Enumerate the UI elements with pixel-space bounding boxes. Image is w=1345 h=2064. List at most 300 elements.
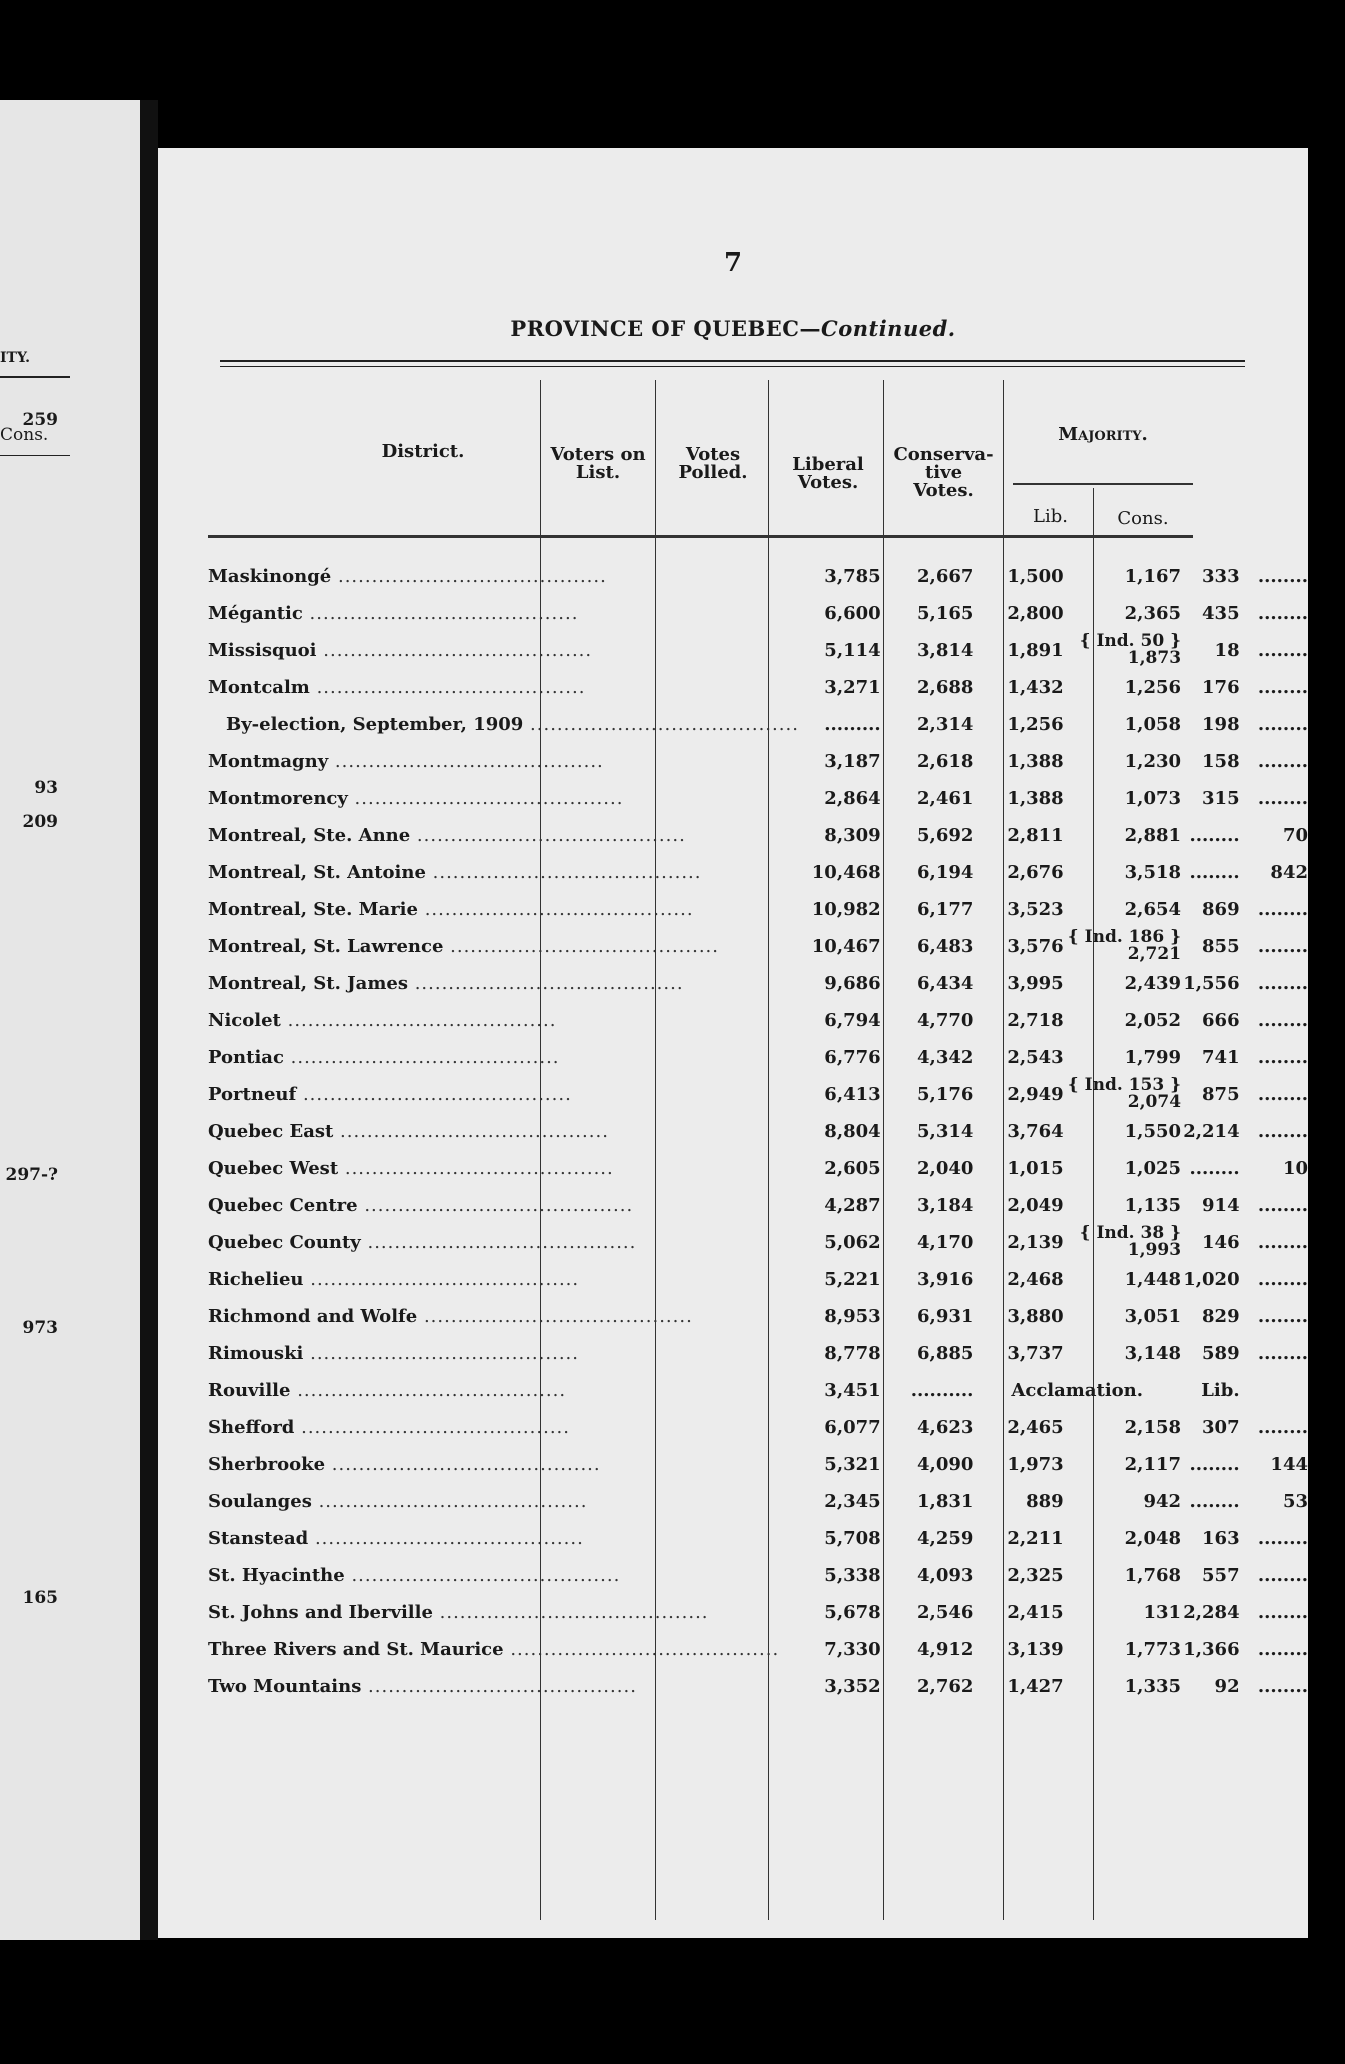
- majority-lib-cell: 589: [1202, 1343, 1240, 1364]
- dot-leader: ........................................: [283, 1047, 560, 1068]
- voters-on-list-cell: 5,221: [824, 1269, 881, 1290]
- dot-leader: ........................................: [523, 714, 799, 735]
- table-row: [208, 1039, 1308, 1076]
- conservative-votes-cell: 1,073: [1124, 788, 1182, 809]
- header-votes-polled: Votes Polled.: [678, 444, 748, 483]
- voters-on-list-cell: .........: [824, 714, 881, 735]
- table-row: [208, 1631, 1308, 1668]
- conservative-votes-cell: [1064, 1076, 1181, 1113]
- document-page: [158, 148, 1308, 1938]
- liberal-votes-cell: 2,811: [1007, 825, 1064, 846]
- voters-on-list-cell: 5,321: [824, 1454, 881, 1475]
- majority-lib-cell: 333: [1202, 566, 1240, 587]
- dot-leader: ........................................: [308, 1528, 584, 1549]
- majority-cons-cell: 144: [1270, 1454, 1308, 1475]
- majority-cons-cell: ........: [1257, 899, 1308, 920]
- conservative-votes-cell: 3,518: [1124, 862, 1182, 883]
- district-name: Montreal, St. Lawrence: [208, 936, 444, 957]
- district-name: St. Johns and Iberville: [208, 1602, 433, 1623]
- votes-polled-cell: 5,692: [917, 825, 974, 846]
- left-header-rule: [0, 376, 70, 378]
- district-cell: [208, 1002, 799, 1039]
- majority-lib-cell: ........: [1189, 1454, 1240, 1475]
- votes-polled-cell: 2,546: [917, 1602, 974, 1623]
- voters-on-list-cell: 2,345: [824, 1491, 881, 1512]
- voters-on-list-cell: 8,804: [824, 1121, 881, 1142]
- conservative-votes-cell: [1064, 1224, 1181, 1261]
- voters-on-list-cell: 8,953: [824, 1306, 881, 1327]
- majority-lib-cell: 435: [1202, 603, 1240, 624]
- district-cell: [208, 1557, 799, 1594]
- dot-leader: ........................................: [432, 1602, 709, 1623]
- conservative-votes-cell: 1,335: [1124, 1676, 1182, 1697]
- dot-leader: ........................................: [333, 1121, 609, 1142]
- votes-polled-cell: 6,177: [917, 899, 974, 920]
- votes-polled-cell: 4,770: [917, 1010, 974, 1031]
- district-cell: [208, 965, 799, 1002]
- majority-cons-cell: ........: [1257, 788, 1308, 809]
- district-cell: [208, 1187, 799, 1224]
- left-value: 297-?: [5, 1165, 58, 1185]
- district-name: Rimouski: [208, 1343, 304, 1364]
- liberal-votes-cell: 2,211: [1007, 1528, 1064, 1549]
- district-name: Portneuf: [208, 1084, 297, 1105]
- majority-cons-cell: ........: [1257, 1010, 1308, 1031]
- conservative-votes-cell: 2,158: [1124, 1417, 1182, 1438]
- liberal-votes-cell: 1,256: [1007, 714, 1064, 735]
- district-cell: [208, 1298, 799, 1335]
- liberal-votes-cell: 1,388: [1007, 751, 1064, 772]
- header-majority-cons: Cons.: [1117, 508, 1169, 529]
- voters-on-list-cell: 10,468: [811, 862, 881, 883]
- header-majority-lib: Lib.: [1033, 506, 1068, 527]
- left-value: 259: [22, 410, 58, 430]
- votes-polled-cell: 4,170: [917, 1232, 974, 1253]
- conservative-votes-cell: 2,052: [1124, 1010, 1182, 1031]
- left-header-fragment: ITY.: [0, 350, 31, 366]
- votes-polled-cell: 4,259: [917, 1528, 974, 1549]
- district-name: Maskinongé: [208, 566, 332, 587]
- liberal-votes-cell: 2,800: [1007, 603, 1064, 624]
- liberal-votes-cell: 2,949: [1007, 1084, 1064, 1105]
- voters-on-list-cell: 2,605: [824, 1158, 881, 1179]
- liberal-votes-cell: 1,432: [1007, 677, 1064, 698]
- table-row: [208, 1150, 1308, 1187]
- district-cell: [208, 817, 799, 854]
- votes-polled-cell: 4,342: [917, 1047, 974, 1068]
- district-cell: [208, 1076, 799, 1113]
- district-name: Richmond and Wolfe: [208, 1306, 418, 1327]
- majority-cons-cell: ........: [1257, 1121, 1308, 1142]
- district-name: St. Hyacinthe: [208, 1565, 345, 1586]
- liberal-votes-cell: 2,718: [1007, 1010, 1064, 1031]
- majority-lib-cell: 163: [1202, 1528, 1240, 1549]
- district-cell: [208, 780, 799, 817]
- majority-cons-cell: ........: [1257, 1676, 1308, 1697]
- liberal-votes-cell: 2,543: [1007, 1047, 1064, 1068]
- dot-leader: ........................................: [290, 1380, 567, 1401]
- votes-polled-cell: 6,483: [917, 936, 974, 957]
- header-voters-on-list: Voters on List.: [550, 444, 646, 483]
- district-name: Quebec West: [208, 1158, 339, 1179]
- acclamation-cell: Acclamation.: [1011, 1380, 1144, 1401]
- header-liberal-votes: Liberal Votes.: [792, 454, 864, 493]
- conservative-votes-cell: 1,256: [1124, 677, 1182, 698]
- district-name: Montreal, Ste. Anne: [208, 825, 411, 846]
- liberal-votes-cell: 3,880: [1007, 1306, 1064, 1327]
- votes-polled-cell: 1,831: [917, 1491, 974, 1512]
- majority-cons-cell: ........: [1257, 640, 1308, 661]
- page-title: PROVINCE OF QUEBEC—Continued.: [510, 316, 956, 341]
- table-row: [208, 706, 1308, 743]
- dot-leader: ........................................: [361, 1676, 637, 1697]
- dot-leader: ........................................: [294, 1417, 570, 1438]
- majority-lib-cell: 557: [1202, 1565, 1240, 1586]
- liberal-votes-cell: 2,465: [1007, 1417, 1064, 1438]
- votes-polled-cell: 2,667: [917, 566, 974, 587]
- majority-lib-cell: 18: [1214, 640, 1240, 661]
- district-name: Montmorency: [208, 788, 348, 809]
- majority-cons-cell: ........: [1257, 751, 1308, 772]
- votes-polled-cell: 5,314: [917, 1121, 974, 1142]
- majority-lib-cell: 741: [1202, 1047, 1240, 1068]
- voters-on-list-cell: 8,309: [824, 825, 881, 846]
- majority-lib-cell: 666: [1202, 1010, 1240, 1031]
- table-row: [208, 1261, 1308, 1298]
- district-cell: [208, 1409, 799, 1446]
- majority-lib-cell: 1,556: [1183, 973, 1240, 994]
- conservative-votes-cell: 1,058: [1124, 714, 1182, 735]
- district-name: Montreal, St. Antoine: [208, 862, 426, 883]
- table-row: [208, 1002, 1308, 1039]
- dot-leader: ........................................: [360, 1232, 637, 1253]
- dot-leader: ........................................: [311, 1491, 588, 1512]
- votes-polled-cell: 3,184: [917, 1195, 974, 1216]
- dot-leader: ........................................: [331, 566, 607, 587]
- liberal-votes-cell: 2,049: [1007, 1195, 1064, 1216]
- table-row: [208, 1668, 1308, 1705]
- left-value: 93: [34, 778, 58, 798]
- header-majority: Majority.: [1058, 424, 1148, 445]
- liberal-votes-cell: 1,015: [1007, 1158, 1064, 1179]
- conservative-votes-cell: 1,135: [1124, 1195, 1182, 1216]
- voters-on-list-cell: 10,467: [811, 936, 881, 957]
- liberal-votes-cell: 1,427: [1007, 1676, 1064, 1697]
- votes-polled-cell: 5,165: [917, 603, 974, 624]
- dot-leader: ........................................: [417, 1306, 693, 1327]
- majority-lib-cell: 875: [1202, 1084, 1240, 1105]
- conservative-votes-cell: 2,439: [1124, 973, 1182, 994]
- district-name: Soulanges: [208, 1491, 312, 1512]
- voters-on-list-cell: 5,062: [824, 1232, 881, 1253]
- majority-lib-cell: ........: [1189, 862, 1240, 883]
- conservative-votes-cell: 1,773: [1124, 1639, 1182, 1660]
- conservative-votes-cell: 942: [1143, 1491, 1182, 1512]
- majority-cons-cell: ........: [1257, 1047, 1308, 1068]
- district-cell: [208, 1372, 799, 1409]
- votes-polled-cell: ..........: [910, 1380, 974, 1401]
- conservative-votes-cell: 2,654: [1124, 899, 1182, 920]
- majority-lib-cell: 1,366: [1183, 1639, 1240, 1660]
- district-name: Sherbrooke: [208, 1454, 326, 1475]
- district-cell: [208, 1261, 799, 1298]
- district-cell: [208, 928, 799, 965]
- majority-lib-cell: ........: [1189, 825, 1240, 846]
- district-name: By-election, September, 1909: [226, 714, 524, 735]
- dot-leader: ........................................: [325, 1454, 601, 1475]
- dot-leader: ........................................: [443, 936, 719, 957]
- liberal-votes-cell: 1,388: [1007, 788, 1064, 809]
- district-cell: [208, 1113, 799, 1150]
- table-row: [208, 1076, 1308, 1113]
- district-cell: [208, 1594, 799, 1631]
- liberal-votes-cell: 3,576: [1007, 936, 1064, 957]
- votes-polled-cell: 2,040: [917, 1158, 974, 1179]
- district-name: Quebec East: [208, 1121, 334, 1142]
- votes-polled-cell: 6,434: [917, 973, 974, 994]
- dot-leader: ........................................: [407, 973, 684, 994]
- left-value: 973: [22, 1318, 58, 1338]
- table-row: [208, 595, 1308, 632]
- liberal-votes-cell: 3,737: [1007, 1343, 1064, 1364]
- independent-and-conservative-votes: { Ind. 38 } 1,993: [1079, 1223, 1182, 1260]
- table-row: [208, 780, 1308, 817]
- dot-leader: ........................................: [425, 862, 702, 883]
- voters-on-list-cell: 3,271: [824, 677, 881, 698]
- votes-polled-cell: 2,618: [917, 751, 974, 772]
- table-row: [208, 928, 1308, 965]
- district-name: Montreal, St. James: [208, 973, 408, 994]
- district-name: Mégantic: [208, 603, 303, 624]
- conservative-votes-cell: 1,768: [1124, 1565, 1182, 1586]
- left-cons-label: Cons.: [0, 425, 49, 445]
- district-name: Two Mountains: [208, 1676, 362, 1697]
- table-row: [208, 743, 1308, 780]
- dot-leader: ........................................: [338, 1158, 614, 1179]
- dot-leader: ........................................: [303, 1269, 580, 1290]
- conservative-votes-cell: 2,365: [1124, 603, 1182, 624]
- majority-lib-cell: 92: [1214, 1676, 1240, 1697]
- majority-lib-cell: 198: [1202, 714, 1240, 735]
- voters-on-list-cell: 5,114: [824, 640, 881, 661]
- majority-lib-cell: 307: [1202, 1417, 1240, 1438]
- dot-leader: ........................................: [296, 1084, 572, 1105]
- independent-and-conservative-votes: { Ind. 153 } 2,074: [1067, 1075, 1182, 1112]
- voters-on-list-cell: 6,413: [824, 1084, 881, 1105]
- left-page-fragment: [0, 100, 140, 1940]
- conservative-votes-cell: 1,799: [1124, 1047, 1182, 1068]
- district-cell: [208, 1668, 799, 1705]
- conservative-votes-cell: 3,148: [1124, 1343, 1182, 1364]
- voters-on-list-cell: 6,776: [824, 1047, 881, 1068]
- majority-lib-cell: 2,284: [1183, 1602, 1240, 1623]
- district-cell: [208, 891, 799, 928]
- table-row: [208, 1113, 1308, 1150]
- dot-leader: ........................................: [347, 788, 624, 809]
- district-name: Shefford: [208, 1417, 295, 1438]
- voters-on-list-cell: 3,187: [824, 751, 881, 772]
- table-row: [208, 1483, 1308, 1520]
- conservative-votes-cell: 1,448: [1124, 1269, 1182, 1290]
- majority-lib-cell: 1,020: [1183, 1269, 1240, 1290]
- majority-cons-cell: ........: [1257, 566, 1308, 587]
- votes-polled-cell: 4,093: [917, 1565, 974, 1586]
- majority-cons-cell: ........: [1257, 1639, 1308, 1660]
- majority-lib-cell: 914: [1202, 1195, 1240, 1216]
- table-row: [208, 669, 1308, 706]
- majority-cons-cell: ........: [1257, 1084, 1308, 1105]
- table-row: [208, 1372, 1308, 1409]
- majority-cons-cell: ........: [1257, 1565, 1308, 1586]
- majority-cons-cell: [1240, 1372, 1308, 1409]
- conservative-votes-cell: [1064, 928, 1181, 965]
- majority-cons-cell: ........: [1257, 1306, 1308, 1327]
- voters-on-list-cell: 4,287: [824, 1195, 881, 1216]
- voters-on-list-cell: 2,864: [824, 788, 881, 809]
- table-row: [208, 1446, 1308, 1483]
- left-rule: [0, 455, 70, 456]
- voters-on-list-cell: 3,352: [824, 1676, 881, 1697]
- voters-on-list-cell: 5,708: [824, 1528, 881, 1549]
- district-cell: [208, 1520, 799, 1557]
- district-cell: [208, 743, 799, 780]
- header-district: District.: [381, 441, 465, 462]
- district-name: Stanstead: [208, 1528, 309, 1549]
- votes-polled-cell: 2,461: [917, 788, 974, 809]
- liberal-votes-cell: 1,973: [1007, 1454, 1064, 1475]
- district-cell: [208, 669, 799, 706]
- dot-leader: ........................................: [417, 899, 694, 920]
- results-table: [208, 558, 1308, 1705]
- table-row: [208, 1594, 1308, 1631]
- majority-lib-cell: 829: [1202, 1306, 1240, 1327]
- majority-cons-cell: ........: [1257, 677, 1308, 698]
- majority-cons-cell: 842: [1270, 862, 1308, 883]
- voters-on-list-cell: 3,451: [824, 1380, 881, 1401]
- majority-cons-cell: ........: [1257, 1417, 1308, 1438]
- votes-polled-cell: 5,176: [917, 1084, 974, 1105]
- majority-lib-cell: 176: [1202, 677, 1240, 698]
- district-name: Pontiac: [208, 1047, 284, 1068]
- header-conservative-votes: Conserva- tive Votes.: [893, 444, 994, 501]
- district-name: Montmagny: [208, 751, 329, 772]
- votes-polled-cell: 4,623: [917, 1417, 974, 1438]
- district-cell: [208, 1631, 799, 1668]
- majority-lib-cell: ........: [1189, 1491, 1240, 1512]
- independent-and-conservative-votes: { Ind. 186 } 2,721: [1067, 927, 1182, 964]
- table-row: [208, 1409, 1308, 1446]
- district-name: Richelieu: [208, 1269, 304, 1290]
- district-cell: [208, 706, 799, 743]
- liberal-votes-cell: 3,995: [1007, 973, 1064, 994]
- majority-lib-cell: 855: [1202, 936, 1240, 957]
- conservative-votes-cell: 1,025: [1124, 1158, 1182, 1179]
- table-row: [208, 1520, 1308, 1557]
- votes-polled-cell: 4,912: [917, 1639, 974, 1660]
- table-row: [208, 1335, 1308, 1372]
- district-name: Rouville: [208, 1380, 291, 1401]
- liberal-votes-cell: 2,139: [1007, 1232, 1064, 1253]
- dot-leader: ........................................: [309, 677, 586, 698]
- majority-cons-cell: ........: [1257, 936, 1308, 957]
- title-rule-thin: [220, 366, 1245, 367]
- dot-leader: ........................................: [316, 640, 593, 661]
- dot-leader: ........................................: [344, 1565, 621, 1586]
- district-cell: [208, 1150, 799, 1187]
- table-row: [208, 891, 1308, 928]
- table-row: [208, 1557, 1308, 1594]
- dot-leader: ........................................: [302, 603, 579, 624]
- liberal-votes-cell: 2,468: [1007, 1269, 1064, 1290]
- conservative-votes-cell: 131: [1143, 1602, 1182, 1623]
- votes-polled-cell: 6,194: [917, 862, 974, 883]
- book-gutter: [140, 100, 158, 1940]
- liberal-votes-cell: 889: [1026, 1491, 1064, 1512]
- left-value: 165: [22, 1588, 58, 1608]
- majority-cons-cell: ........: [1257, 1528, 1308, 1549]
- voters-on-list-cell: 5,338: [824, 1565, 881, 1586]
- votes-polled-cell: 3,916: [917, 1269, 974, 1290]
- majority-cons-cell: ........: [1257, 973, 1308, 994]
- liberal-votes-cell: 1,500: [1007, 566, 1064, 587]
- district-cell: [208, 854, 799, 891]
- liberal-votes-cell: 2,415: [1007, 1602, 1064, 1623]
- voters-on-list-cell: 6,077: [824, 1417, 881, 1438]
- district-cell: [208, 1335, 799, 1372]
- votes-polled-cell: 6,885: [917, 1343, 974, 1364]
- district-cell: [208, 595, 799, 632]
- conservative-votes-cell: 1,230: [1124, 751, 1182, 772]
- conservative-votes-cell: 1,550: [1124, 1121, 1182, 1142]
- voters-on-list-cell: 5,678: [824, 1602, 881, 1623]
- page-number: 7: [723, 248, 743, 278]
- conservative-votes-cell: [1064, 632, 1181, 669]
- table-row: [208, 632, 1308, 669]
- left-value: 209: [22, 812, 58, 832]
- dot-leader: ........................................: [357, 1195, 634, 1216]
- table-row: [208, 558, 1308, 595]
- votes-polled-cell: 4,090: [917, 1454, 974, 1475]
- voters-on-list-cell: 6,794: [824, 1010, 881, 1031]
- majority-lib-cell: 2,214: [1183, 1121, 1240, 1142]
- district-name: Montcalm: [208, 677, 310, 698]
- table-row: [208, 854, 1308, 891]
- majority-lib-cell: 158: [1202, 751, 1240, 772]
- dot-leader: ........................................: [303, 1343, 579, 1364]
- voters-on-list-cell: 7,330: [824, 1639, 881, 1660]
- liberal-votes-cell: 3,764: [1007, 1121, 1064, 1142]
- district-cell: [208, 558, 799, 595]
- liberal-votes-cell: 2,676: [1007, 862, 1064, 883]
- votes-polled-cell: 2,314: [917, 714, 974, 735]
- district-cell: [208, 1224, 799, 1261]
- dot-leader: ........................................: [328, 751, 604, 772]
- majority-cons-cell: ........: [1257, 1602, 1308, 1623]
- majority-cons-cell: ........: [1257, 714, 1308, 735]
- title-rule: [220, 360, 1245, 362]
- majority-cons-cell: ........: [1257, 1232, 1308, 1253]
- votes-polled-cell: 3,814: [917, 640, 974, 661]
- majority-cons-cell: 70: [1282, 825, 1308, 846]
- district-name: Three Rivers and St. Maurice: [208, 1639, 504, 1660]
- voters-on-list-cell: 6,600: [824, 603, 881, 624]
- majority-cons-cell: ........: [1257, 1269, 1308, 1290]
- voters-on-list-cell: 8,778: [824, 1343, 881, 1364]
- district-cell: [208, 1446, 799, 1483]
- table-row: [208, 1187, 1308, 1224]
- majority-lib-cell: 869: [1202, 899, 1240, 920]
- table-row: [208, 1224, 1308, 1261]
